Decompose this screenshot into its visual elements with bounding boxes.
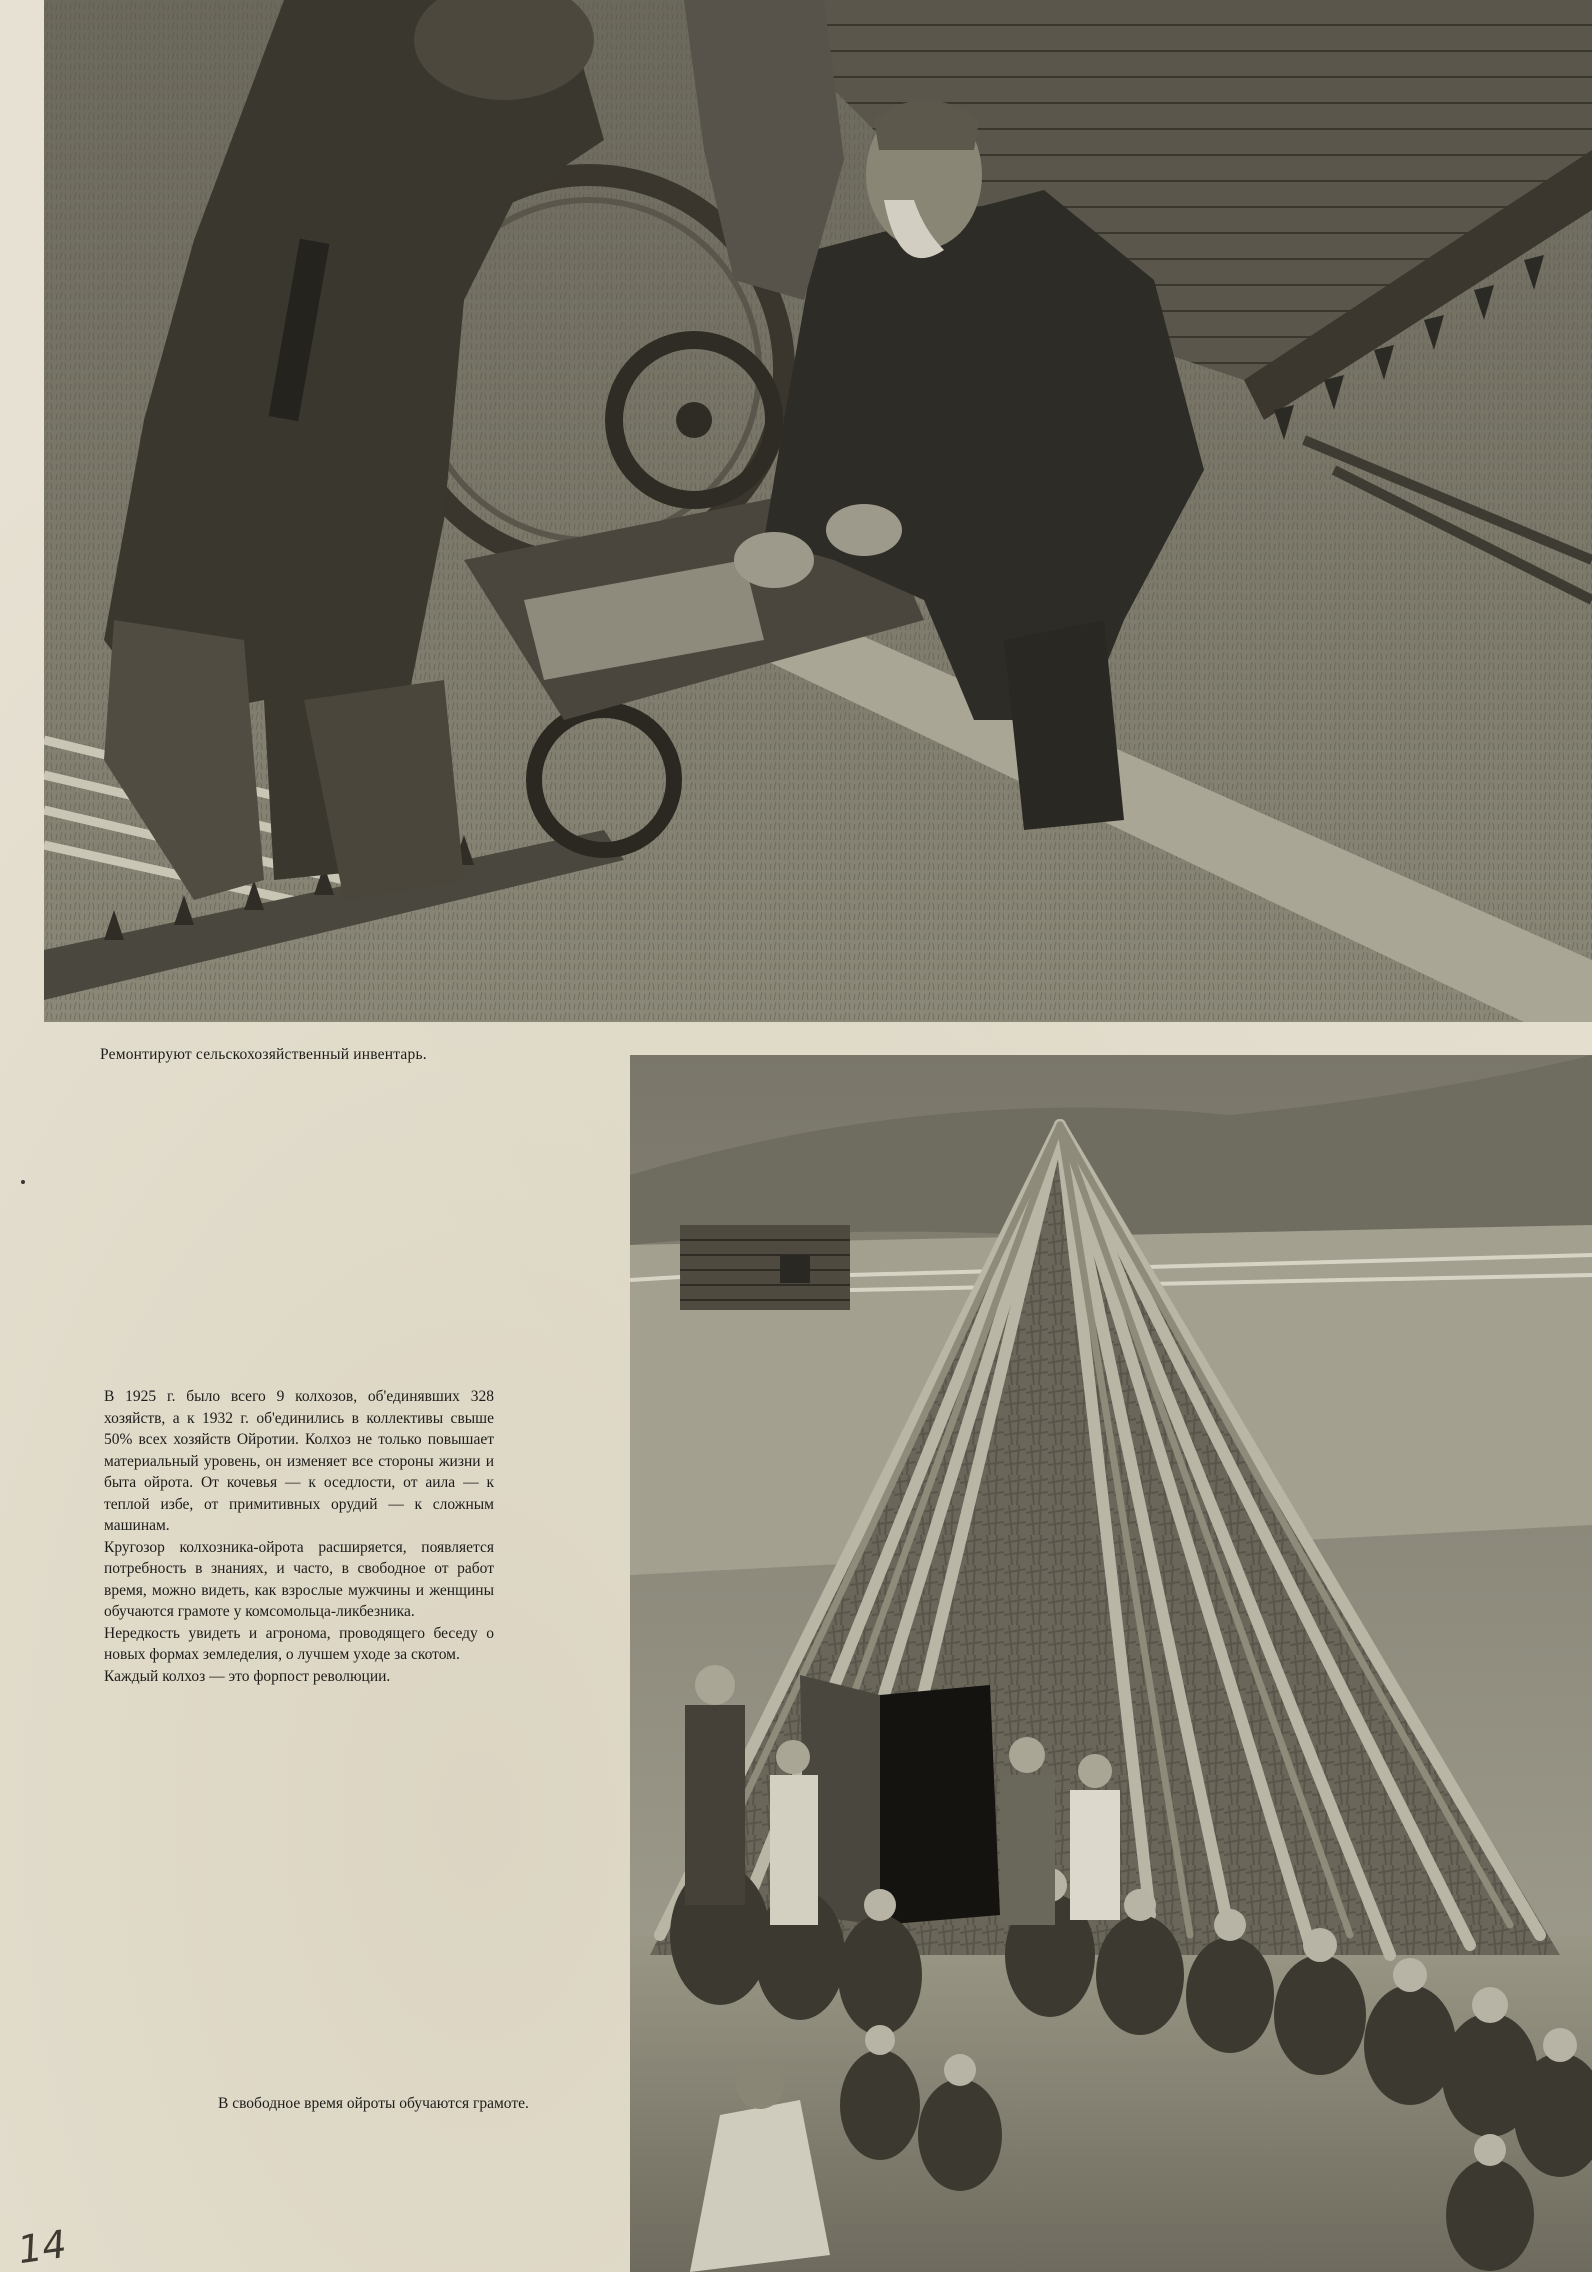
article-paragraph: Нередкость увидеть и агронома, проводящего беседу о новых формах земледелия, о лучшем уходе за скотом. (104, 1624, 494, 1663)
log-cabin (680, 1225, 850, 1310)
caption-repairing-machinery: Ремонтируют сельскохозяйственный инвентарь. (100, 1046, 427, 1063)
photo-repairing-machinery (44, 0, 1592, 1022)
photo-literacy-class (630, 1055, 1592, 2272)
page-number: 14 (15, 2221, 70, 2272)
photo-literacy-class-image (630, 1055, 1592, 2272)
article-paragraph: Каждый колхоз — это форпост революции. (104, 1667, 391, 1685)
article-paragraph: В 1925 г. было всего 9 колхозов, об'единявших 328 хозяйств, а к 1932 г. об'единились в коллективы свыше 50% всех хозяйств Ойротии. Колхоз не только повышает материальный уровень, он изменяет все стороны жизни и быта ойрота. От кочевья — к оседлости, от аила — к теплой избе, от примитивных орудий — к сложным машинам. (104, 1388, 494, 1534)
paper-speck (21, 1180, 25, 1184)
caption-literacy-class: В свободное время ойроты обучаются грамоте. (218, 2095, 529, 2112)
article-text (104, 1386, 494, 1687)
article-paragraph: Кругозор колхозника-ойрота расширяется, появляется потребность в знаниях, и часто, в свободное от работ время, можно видеть, как взрослые мужчины и женщины обучаются грамоте у комсомольца-ликбезника. (104, 1538, 494, 1620)
photo-repairing-machinery-image (44, 0, 1592, 1022)
